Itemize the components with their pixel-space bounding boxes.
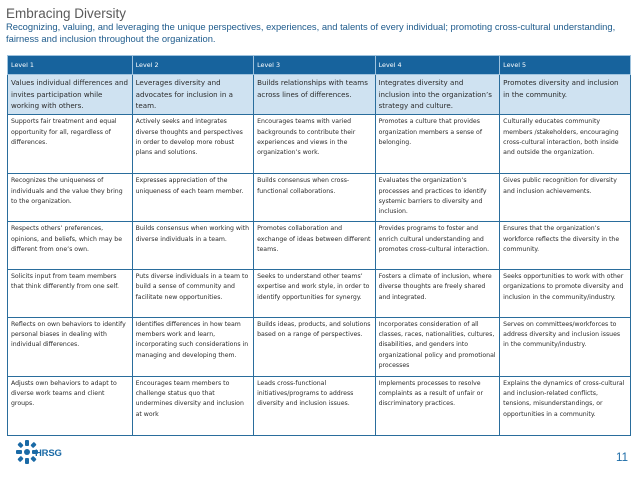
table-cell: Seeks to understand other teams’ expertise and work style, in order to identify opportunities for synergy. xyxy=(254,270,375,318)
table-row xyxy=(8,222,631,270)
table-cell: Integrates diversity and inclusion into the organization’s strategy and culture. xyxy=(375,75,500,115)
column-header-level-1: Level 1 xyxy=(8,56,133,75)
table-row xyxy=(8,270,631,318)
competency-table xyxy=(7,55,631,436)
logo-text: HRSG xyxy=(35,448,62,459)
table-cell: Puts diverse individuals in a team to build a sense of community and facilitate new opportunities. xyxy=(132,270,253,318)
table-cell: Seeks opportunities to work with other organizations to promote diversity and inclusion in the community/industry. xyxy=(500,270,631,318)
table-cell: Culturally educates community members /stakeholders, encouraging cross-cultural interaction, both inside and outside the organization. xyxy=(500,115,631,174)
table-row xyxy=(8,174,631,222)
table-cell: Implements processes to resolve complaints as a result of unfair or discriminatory practices. xyxy=(375,376,500,435)
table-cell: Expresses appreciation of the uniqueness of each team member. xyxy=(132,174,253,222)
column-header-level-4: Level 4 xyxy=(375,56,500,75)
table-row-summary xyxy=(8,75,631,115)
table-cell: Values individual differences and invites participation while working with others. xyxy=(8,75,133,115)
table-cell: Actively seeks and integrates diverse thoughts and perspectives in order to develop more robust plans and solutions. xyxy=(132,115,253,174)
table-row xyxy=(8,376,631,435)
table-cell: Leads cross-functional initiatives/programs to address diversity and inclusion issues. xyxy=(254,376,375,435)
table-cell: Builds relationships with teams across lines of differences. xyxy=(254,75,375,115)
table-row xyxy=(8,317,631,376)
table-cell: Fosters a climate of inclusion, where diverse thoughts are freely shared and integrated. xyxy=(375,270,500,318)
table-cell: Encourages teams with varied backgrounds to contribute their experiences and views in the organization’s work. xyxy=(254,115,375,174)
table-cell: Encourages team members to challenge status quo that undermines diversity and inclusion at work xyxy=(132,376,253,435)
table-cell: Explains the dynamics of cross-cultural and inclusion-related conflicts, tensions, misunderstandings, or opportunities in a community. xyxy=(500,376,631,435)
table-cell: Solicits input from team members that think differently from one self. xyxy=(8,270,133,318)
table-cell: Gives public recognition for diversity and inclusion achievements. xyxy=(500,174,631,222)
table-header-row xyxy=(8,56,631,75)
table-cell: Builds consensus when cross-functional collaborations. xyxy=(254,174,375,222)
table-cell: Reflects on own behaviors to identify personal biases in dealing with individual differences. xyxy=(8,317,133,376)
table-cell: Supports fair treatment and equal opportunity for all, regardless of differences. xyxy=(8,115,133,174)
page-subtitle: Recognizing, valuing, and leveraging the unique perspectives, experiences, and talents of every individual; promoting cross-cultural understanding, fairness and inclusion throughout the organization. xyxy=(6,21,616,44)
table-cell: Respects others’ preferences, opinions, and beliefs, which may be different from one’s own. xyxy=(8,222,133,270)
table-cell: Promotes diversity and inclusion in the community. xyxy=(500,75,631,115)
table-cell: Ensures that the organization’s workforce reflects the diversity in the community. xyxy=(500,222,631,270)
table-row xyxy=(8,115,631,174)
table-cell: Incorporates consideration of all classes, races, nationalities, cultures, disabilities, and genders into organizational policy and promotional processes xyxy=(375,317,500,376)
table-cell: Evaluates the organization’s processes and practices to identify systemic barriers to diversity and inclusion. xyxy=(375,174,500,222)
table-cell: Identifies differences in how team members work and learn, incorporating such considerations in managing and developing them. xyxy=(132,317,253,376)
table-cell: Serves on committees/workforces to address diversity and inclusion issues in the community/industry. xyxy=(500,317,631,376)
page-number: 11 xyxy=(616,452,628,464)
table-cell: Leverages diversity and advocates for inclusion in a team. xyxy=(132,75,253,115)
page-title: Embracing Diversity xyxy=(6,6,127,21)
table-cell: Provides programs to foster and enrich cultural understanding and promotes cross-cultural interaction. xyxy=(375,222,500,270)
table-cell: Builds consensus when working with diverse individuals in a team. xyxy=(132,222,253,270)
table-cell: Recognizes the uniqueness of individuals and the value they bring to the organization. xyxy=(8,174,133,222)
column-header-level-5: Level 5 xyxy=(500,56,631,75)
column-header-level-3: Level 3 xyxy=(254,56,375,75)
table-cell: Promotes collaboration and exchange of ideas between different teams. xyxy=(254,222,375,270)
column-header-level-2: Level 2 xyxy=(132,56,253,75)
table-cell: Promotes a culture that provides organization members a sense of belonging. xyxy=(375,115,500,174)
table-cell: Builds ideas, products, and solutions based on a range of perspectives. xyxy=(254,317,375,376)
table-cell: Adjusts own behaviors to adapt to diverse work teams and client groups. xyxy=(8,376,133,435)
